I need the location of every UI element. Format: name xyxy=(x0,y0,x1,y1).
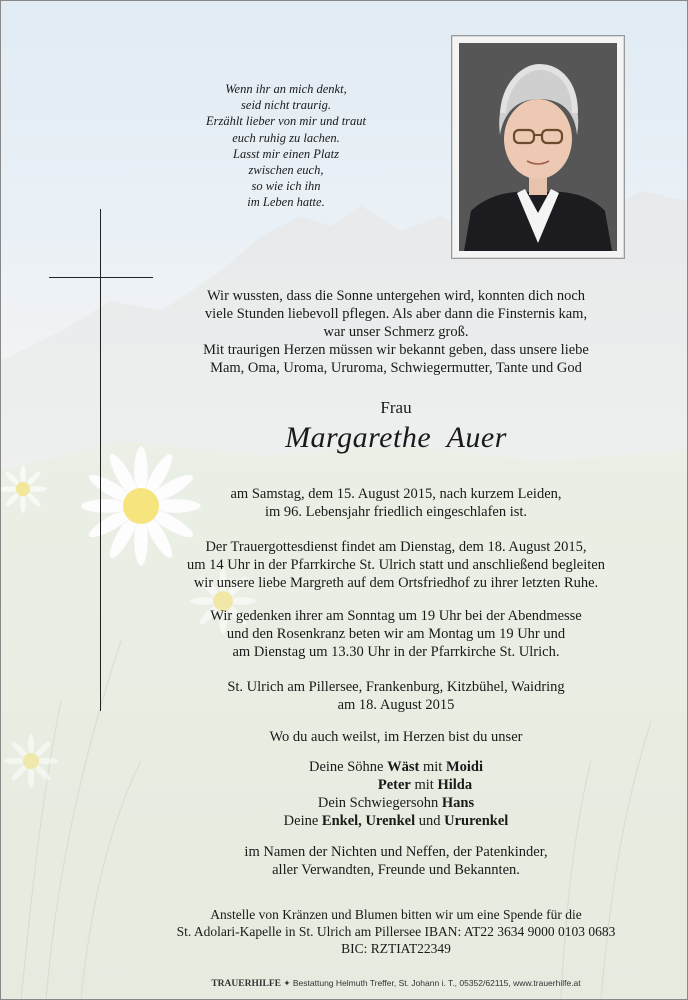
son-name: Peter xyxy=(377,777,411,793)
poem-line: euch ruhig zu lachen. xyxy=(232,130,340,145)
relatives-line: aller Verwandten, Freunde und Bekannten. xyxy=(272,862,520,878)
relatives-note xyxy=(161,843,631,879)
grand-prefix: Deine xyxy=(283,813,319,829)
prayer-line: Wir gedenken ihrer am Sonntag um 19 Uhr bei der Abendmesse xyxy=(210,608,582,624)
funeral-home-logo-icon: ✦ xyxy=(283,978,291,988)
great-great-grandchildren: Ururenkel xyxy=(444,813,509,829)
place-line: St. Ulrich am Pillersee, Frankenburg, Kitzbühel, Waidring xyxy=(227,679,565,695)
intro-line: Mam, Oma, Uroma, Ururoma, Schwiegermutter, Tante und God xyxy=(210,360,582,376)
motto xyxy=(161,728,631,746)
inlaw-prefix: Dein Schwiegersohn xyxy=(317,795,439,811)
intro-line: Wir wussten, dass die Sonne untergehen wird, konnten dich noch xyxy=(206,288,586,304)
sons-line xyxy=(161,758,631,776)
son-partner-name: Moidi xyxy=(445,759,483,775)
funeral-line: Der Trauergottesdienst findet am Dienstag, dem 18. August 2015, xyxy=(205,539,587,555)
and-word: und xyxy=(418,813,441,829)
poem-line: zwischen euch, xyxy=(248,163,324,178)
death-line: im 96. Lebensjahr friedlich eingeschlafen ist. xyxy=(264,504,528,520)
inlaw-line xyxy=(161,794,631,812)
motto-line: Wo du auch weilst, im Herzen bist du unser xyxy=(269,729,523,745)
son-name: Wäst xyxy=(387,759,420,775)
prayer-line: am Dienstag um 13.30 Uhr in der Pfarrkirche St. Ulrich. xyxy=(232,644,560,660)
funeral-home-contact: Bestattung Helmuth Treffer, St. Johann i. T., 05352/62115, www.trauerhilfe.at xyxy=(292,978,581,988)
son2-line xyxy=(161,776,631,794)
funeral-details xyxy=(161,538,631,592)
poem-line: Erzählt lieber von mir und traut xyxy=(205,114,367,129)
donation-line: St. Adolari-Kapelle in St. Ulrich am Pillersee IBAN: AT22 3634 9000 0103 0683 xyxy=(176,924,616,939)
death-line: am Samstag, dem 15. August 2015, nach kurzem Leiden, xyxy=(230,486,562,502)
intro-text xyxy=(161,287,631,377)
funeral-home-brand: TRAUERHILFE xyxy=(211,979,282,989)
poem-line: seid nicht traurig. xyxy=(241,98,331,113)
poem-line: Wenn ihr an mich denkt, xyxy=(225,82,347,96)
donation-line: Anstelle von Kränzen und Blumen bitten wir um eine Spende für die xyxy=(210,907,582,922)
portrait-frame xyxy=(451,35,625,259)
funeral-line: um 14 Uhr in der Pfarrkirche St. Ulrich statt und anschließend begleiten xyxy=(187,557,605,573)
deceased-name: Margarethe Auer xyxy=(285,421,507,454)
place-and-date xyxy=(161,678,631,714)
grandchildren-line xyxy=(161,812,631,830)
date-line: am 18. August 2015 xyxy=(337,697,455,713)
son-partner-name: Hilda xyxy=(437,777,473,793)
family-list xyxy=(161,758,631,830)
poem-line: so wie ich ihn xyxy=(251,179,321,194)
cross-horizontal-bar xyxy=(49,277,153,278)
inlaw-name: Hans xyxy=(441,795,475,811)
poem xyxy=(161,81,411,211)
salutation: Frau xyxy=(380,398,412,417)
prayer-details xyxy=(161,607,631,661)
funeral-line: wir unsere liebe Margreth auf dem Ortsfriedhof zu ihrer letzten Ruhe. xyxy=(193,575,599,591)
intro-line: war unser Schmerz groß. xyxy=(323,324,469,340)
prayer-line: und den Rosenkranz beten wir am Montag um 19 Uhr und xyxy=(226,626,566,642)
sons-prefix: Deine Söhne xyxy=(308,759,384,775)
intro-line: Mit traurigen Herzen müssen wir bekannt geben, dass unsere liebe xyxy=(203,342,589,358)
relatives-line: im Namen der Nichten und Neffen, der Patenkinder, xyxy=(244,844,548,860)
funeral-home-footer xyxy=(161,978,631,989)
great-grandchildren: Urenkel xyxy=(365,813,416,829)
poem-line: im Leben hatte. xyxy=(247,195,325,210)
poem-line: Lasst mir einen Platz xyxy=(233,146,339,161)
with-word: mit xyxy=(422,759,443,775)
intro-line: viele Stunden liebevoll pflegen. Als aber dann die Finsternis kam, xyxy=(204,306,588,322)
death-announcement xyxy=(161,485,631,521)
with-word: mit xyxy=(414,777,434,793)
donation-request xyxy=(161,906,631,957)
cross-vertical-bar xyxy=(100,209,101,711)
portrait-photo xyxy=(459,43,617,251)
donation-line: BIC: RZTIAT22349 xyxy=(341,941,451,956)
grandchildren: Enkel, xyxy=(321,813,362,829)
